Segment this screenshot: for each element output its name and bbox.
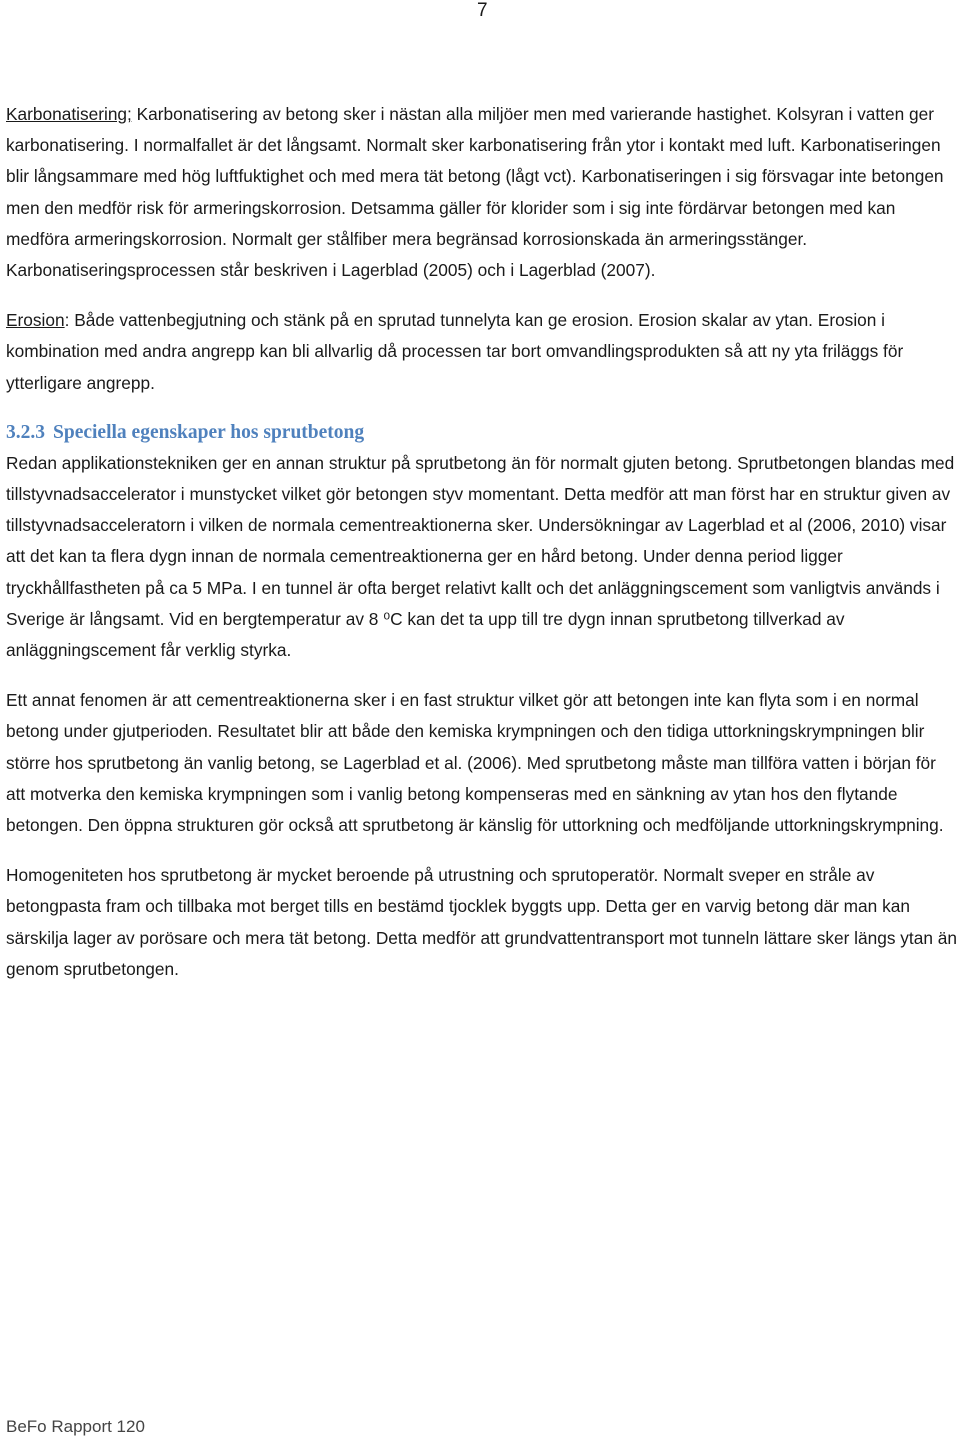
footer-report-label: BeFo Rapport 120 (6, 1417, 145, 1436)
paragraph-erosion-text: : Både vattenbegjutning och stänk på en sprutad tunnelyta kan ge erosion. Erosion skalar av ytan. Erosion i kombination med andra angrepp kan bli allvarlig då processen tar bort omvandlingsprodukten så att ny yta friläggs för ytterligare angrepp. (6, 310, 904, 393)
paragraph-3: Homogeniteten hos sprutbetong är mycket beroende på utrustning och sprutoperatör. Normalt sveper en stråle av betongpasta fram och tillbaka mot berget tills en bestämd tjocklek byggts upp. Detta ger en varvig betong där man kan särskilja lager av porösare och mera tät betong. Detta medför att grundvattentransport mot tunneln lättare sker längs ytan än genom sprutbetongen. (6, 865, 957, 979)
section-title: Speciella egenskaper hos sprutbetong (53, 421, 365, 443)
page-number: 7 (477, 0, 488, 21)
term-karbonatisering: Karbonatisering; (6, 104, 132, 124)
paragraph-2: Ett annat fenomen är att cementreaktionerna sker i en fast struktur vilket gör att betongen inte kan flyta som i en normal betong under gjutperioden. Resultatet blir att både den kemiska krympningen och den tidiga uttorkningskrympningen blir större hos sprutbetong än vanlig betong, se Lagerblad et al. (2006). Med sprutbetong måste man tillföra vatten i början för att motverka den kemiska krympningen som i vanlig betong kompenseras med en sänkning av ytan hos den flytande betongen. Den öppna strukturen gör också att sprutbetong är känslig för uttorkning och medföljande uttorkningskrympning. (6, 690, 944, 836)
paragraph-1: Redan applikationstekniken ger en annan struktur på sprutbetong än för normalt gjuten betong. Sprutbetongen blandas med tillstyvnadsaccelerator i munstycket vilket gör betongen styv momentant. Detta medför att man först har en struktur given av tillstyvnadsacceleratorn i vilken de normala cementreaktionerna sker. Undersökningar av Lagerblad et al (2006, 2010) visar att det kan ta flera dygn innan de normala cementreaktionerna ger en hård betong. Under denna period ligger tryckhållfastheten på ca 5 MPa. I en tunnel är ofta berget relativt kallt och det anläggningscement som vanligtvis används i Sverige är långsamt. Vid en bergtemperatur av 8 ⁰C kan det ta upp till tre dygn innan sprutbetong tillverkad av anläggningscement får verklig styrka. (6, 452, 955, 661)
term-erosion: Erosion (6, 310, 65, 331)
section-number: 3.2.3 (6, 421, 45, 443)
paragraph-karbonatisering-text: Karbonatisering av betong sker i nästan alla miljöer men med varierande hastighet. Kolsyran i vatten ger karbonatisering. I normalfallet är det långsamt. Normalt sker karbonatisering från ytor i kontakt med luft. Karbonatiseringen blir långsammare med hög luftfuktighet och med mera tät betong (lågt vct). Karbonatiseringen i sig försvagar inte betongen men den medför risk för armeringskorrosion. Detsamma gäller för klorider som i sig inte fördärvar betongen med kan medföra armeringskorrosion. Normalt ger stålfiber mera begränsad korrosionskada än armeringsstänger. Karbonatiseringsprocessen står beskriven i Lagerblad (2005) och i Lagerblad (2007). (6, 104, 944, 281)
paragraph-erosion (6, 305, 958, 399)
section-heading (6, 417, 958, 448)
paragraph-karbonatisering (6, 99, 958, 286)
document-body (6, 99, 958, 1004)
